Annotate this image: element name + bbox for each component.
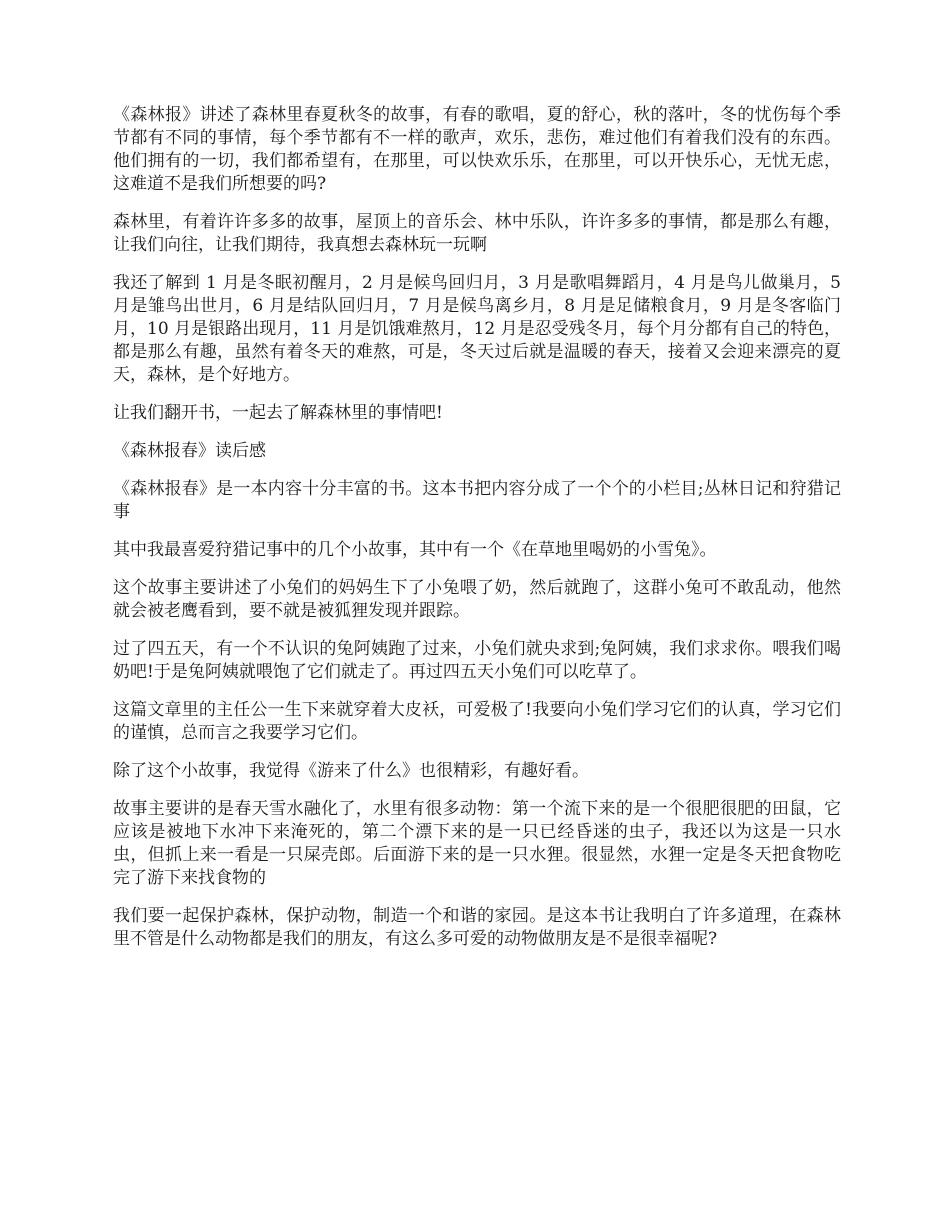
section-title: 《森林报春》读后感	[113, 441, 266, 461]
paragraph-intro: 《森林报》讲述了森林里春夏秋冬的故事，有春的歌唱，夏的舒心，秋的落叶，冬的忧伤每个季节都有不同的事情，每个季节都有不一样的歌声，欢乐，悲伤，难过他们有着我们没有的东西。他们拥有的一切，我们都希望有，在那里，可以快欢乐乐，在那里，可以开快乐心，无忧无虑，这难道不是我们所想要的吗?	[113, 105, 841, 194]
paragraph-other-story: 除了这个小故事，我觉得《游来了什么》也很精彩，有趣好看。	[113, 761, 589, 781]
paragraph-open-book: 让我们翻开书，一起去了解森林里的事情吧!	[113, 403, 443, 423]
paragraph-snow-melt: 故事主要讲的是春天雪水融化了，水里有很多动物：第一个流下来的是一个很肥很肥的田鼠，它应该是被地下水冲下来淹死的，第二个漂下来的是一只已经昏迷的虫子，我还以为这是一只水虫，但抓上来一看是一只屎壳郎。后面游下来的是一只水狸。很显然，水狸一定是冬天把食物吃完了游下来找食物的	[113, 799, 841, 888]
paragraph-forest-stories: 森林里，有着许许多多的故事，屋顶上的音乐会、林中乐队，许许多多的事情，都是那么有趣，让我们向往，让我们期待，我真想去森林玩一玩啊	[113, 212, 841, 255]
paragraph-aunt-rabbit: 过了四五天，有一个不认识的兔阿姨跑了过来，小兔们就央求到;兔阿姨，我们求求你。喂我们喝奶吧!于是兔阿姨就喂饱了它们就走了。再过四五天小兔们可以吃草了。	[113, 639, 841, 682]
paragraph-conclusion: 我们要一起保护森林，保护动物，制造一个和谐的家园。是这本书让我明白了许多道理，在森林里不管是什么动物都是我们的朋友，有这么多可爱的动物做朋友是不是很幸福呢?	[113, 906, 841, 949]
paragraph-story-content: 这个故事主要讲述了小兔们的妈妈生下了小兔喂了奶，然后就跑了，这群小兔可不敢乱动，他然就会被老鹰看到，要不就是被狐狸发现并跟踪。	[113, 578, 841, 621]
paragraph-favorite-story: 其中我最喜爱狩猎记事中的几个小故事，其中有一个《在草地里喝奶的小雪兔》。	[113, 540, 717, 560]
paragraph-book-summary: 《森林报春》是一本内容十分丰富的书。这本书把内容分成了一个个的小栏目;丛林日记和狩猎记事	[113, 479, 841, 522]
paragraph-months: 我还了解到 1 月是冬眠初醒月，2 月是候鸟回归月，3 月是歌唱舞蹈月，4 月是鸟儿做巢月，5 月是雏鸟出世月，6 月是结队回归月，7 月是候鸟离乡月，8 月是足储粮食月，9 月是冬客临门月，10 月是银路出现月，11 月是饥饿难熬月，12 月是忍受残冬月，每个月分都有自己的特色，都是那么有趣，虽然有着冬天的难熬，可是，冬天过后就是温暖的春天，接着又会迎来漂亮的夏天，森林，是个好地方。	[113, 273, 841, 385]
paragraph-learn-from-rabbits: 这篇文章里的主任公一生下来就穿着大皮袄，可爱极了!我要向小兔们学习它们的认真，学习它们的谨慎，总而言之我要学习它们。	[113, 700, 841, 743]
document-body	[113, 104, 841, 966]
